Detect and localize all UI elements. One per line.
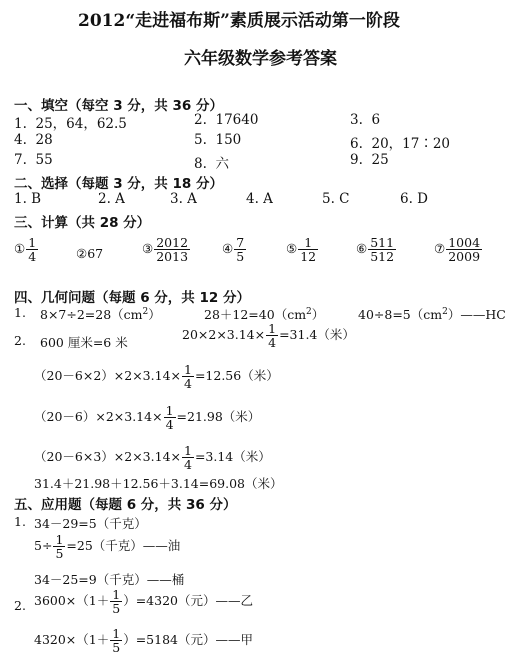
application-q1-step-3: 34－25=9（千克）——桶 — [34, 572, 185, 587]
choice-answer-2: 2. A — [98, 191, 125, 207]
calc-answer-3: ③ $\frac{2012}{2013}$ — [142, 235, 189, 265]
geometry-q2-step-3: （20－6×2）×2×3.14× $\frac{1}{4}$ =12.56（米） — [34, 362, 279, 392]
page-subtitle: 六年级数学参考答案 — [184, 49, 337, 69]
fill-answer-4: 4. 28 — [14, 132, 53, 148]
fill-answer-7: 7. 55 — [14, 152, 53, 168]
choice-answer-3: 3. A — [170, 191, 197, 207]
fill-answer-9: 9. 25 — [350, 152, 389, 168]
geometry-q2-step-4: （20－6）×2×3.14× $\frac{1}{4}$ =21.98（米） — [34, 403, 261, 433]
choice-answer-4: 4. A — [246, 191, 273, 207]
section-heading-application: 五、应用题（每题 6 分，共 36 分） — [14, 497, 237, 513]
fill-answer-1: 1. 25，64，62.5 — [14, 116, 127, 132]
geometry-q1-step-2: $28+12=40(cm^2)$ — [204, 306, 325, 322]
geometry-q2-step-2: 20×2×3.14× $\frac{1}{4}$ =31.4（米） — [182, 321, 355, 351]
calc-answer-7: ⑦ $\frac{1004}{2009}$ — [434, 235, 481, 265]
geometry-q1-step-1: $8\times 7\div 2=28(cm^2)$ — [40, 306, 161, 322]
calc-answer-4: ④ $\frac{7}{5}$ — [222, 235, 245, 265]
calc-answer-2: ②67 — [76, 246, 104, 261]
page-title: 2012“走进福布斯”素质展示活动第一阶段 — [78, 11, 400, 31]
geometry-q2-number: 2. — [14, 333, 26, 348]
geometry-q2-step-1: 600 厘米=6 米 — [40, 335, 128, 350]
calc-answer-5: ⑤ $\frac{1}{12}$ — [286, 235, 317, 265]
choice-answer-5: 5. C — [322, 191, 350, 207]
application-q2-step-2: 4320×（1＋ $\frac{1}{5}$ ）=5184（元）——甲 — [34, 626, 253, 656]
choice-answer-1: 1. B — [14, 191, 42, 207]
application-q1-number: 1. — [14, 514, 26, 529]
section-heading-choice: 二、选择（每题 3 分，共 18 分） — [14, 176, 223, 192]
application-q2-step-1: 3600×（1＋ $\frac{1}{5}$ ）=4320（元）——乙 — [34, 587, 253, 617]
fill-answer-3: 3. 6 — [350, 112, 381, 128]
fill-answer-5: 5. 150 — [194, 132, 242, 148]
section-heading-calculation: 三、计算（共 28 分） — [14, 215, 151, 231]
geometry-q2-total: 31.4＋21.98＋12.56＋3.14=69.08（米） — [34, 476, 283, 491]
section-heading-geometry: 四、几何问题（每题 6 分，共 12 分） — [14, 290, 250, 306]
calc-answer-1: ① $\frac{1}{4}$ — [14, 235, 37, 265]
fill-answer-2: 2. 17640 — [194, 112, 259, 128]
geometry-q1-number: 1. — [14, 305, 26, 320]
section-heading-fill-blank: 一、填空（每空 3 分，共 36 分） — [14, 98, 223, 114]
geometry-q1-step-3: $40\div 8=5(cm^2)——HC$ — [358, 306, 506, 322]
choice-answer-6: 6. D — [400, 191, 428, 207]
application-q1-step-2: 5÷ $\frac{1}{5}$ =25（千克）——油 — [34, 532, 181, 562]
fill-answer-6: 6. 20，17∶20 — [350, 136, 451, 152]
geometry-q2-step-5: （20－6×3）×2×3.14× $\frac{1}{4}$ =3.14（米） — [34, 443, 271, 473]
application-q1-step-1: 34－29=5（千克） — [34, 516, 147, 531]
fill-answer-8: 8. 六 — [194, 156, 229, 172]
calc-answer-6: ⑥ $\frac{511}{512}$ — [356, 235, 395, 265]
application-q2-number: 2. — [14, 598, 26, 613]
